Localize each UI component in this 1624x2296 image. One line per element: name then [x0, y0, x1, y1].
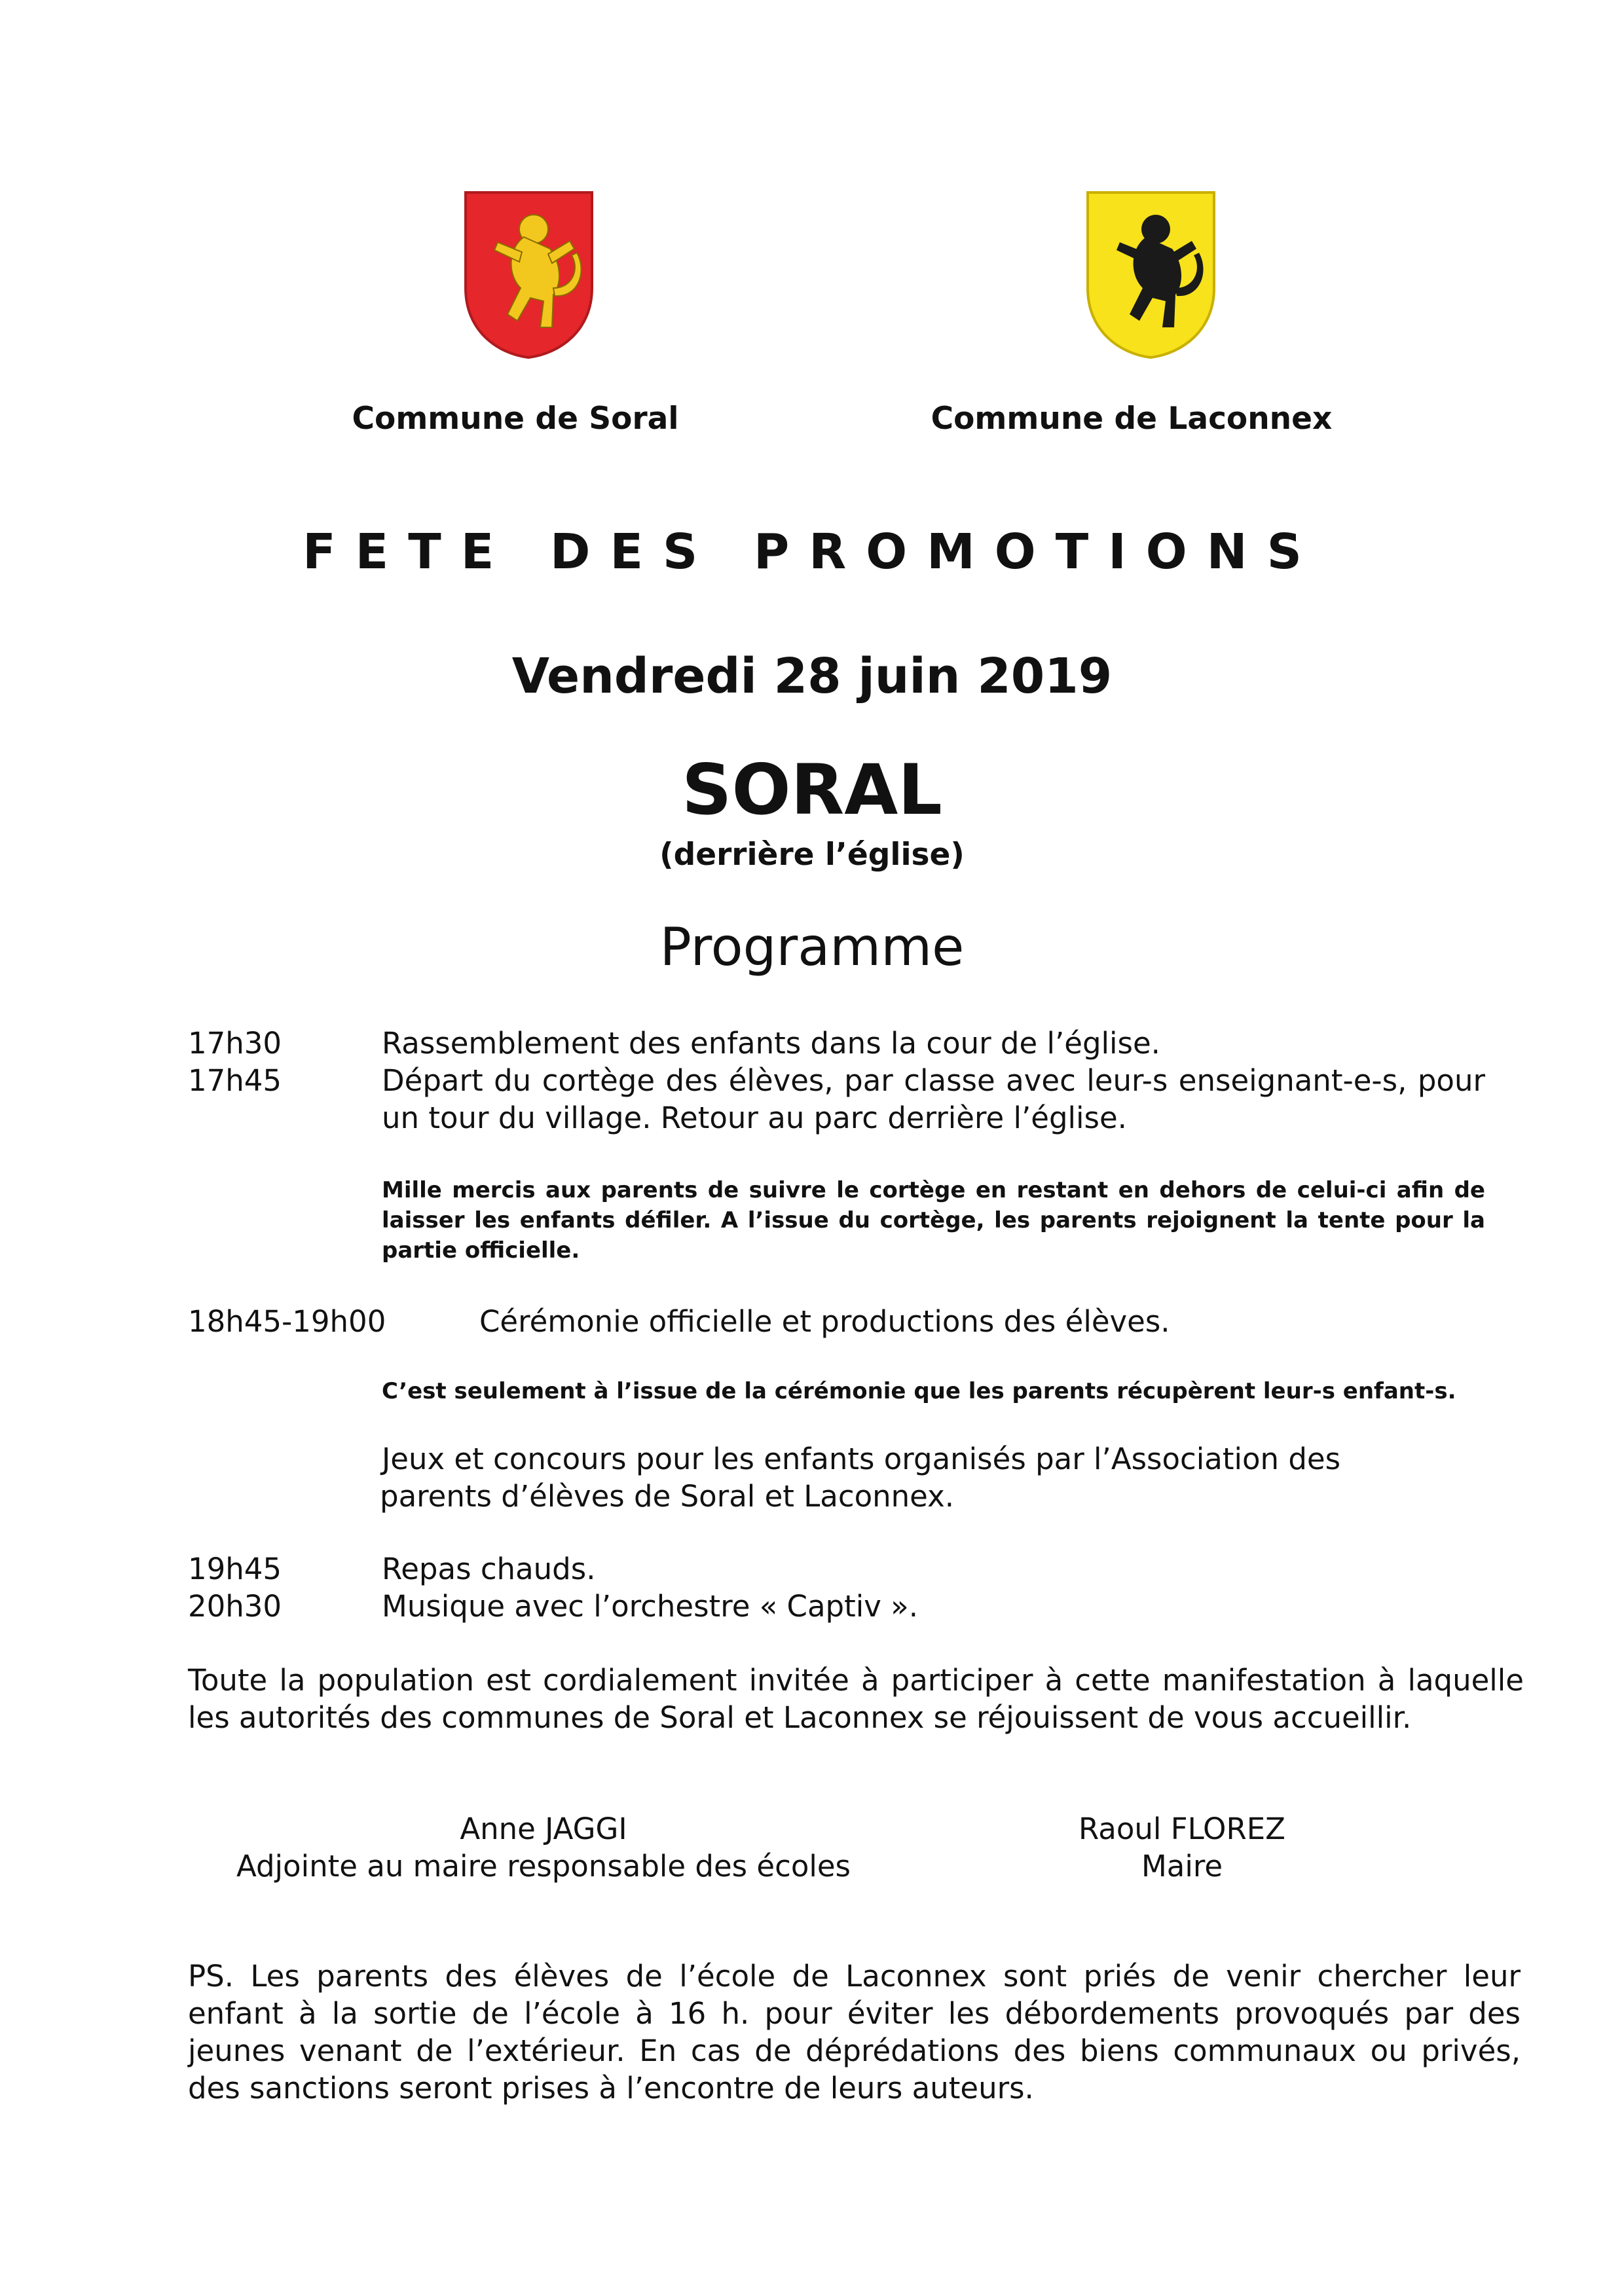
signatory-name: Anne JAGGI	[460, 1812, 627, 1846]
event-place-note: (derrière l’église)	[659, 837, 965, 873]
schedule-text-continued: un tour du village. Retour au parc derrière l’église.	[382, 1101, 1127, 1135]
signatory-name: Raoul FLOREZ	[1078, 1812, 1285, 1846]
schedule-text: Départ du cortège des élèves, par classe avec leur-s enseignant-e-s, pour	[382, 1063, 1485, 1098]
schedule-text: Rassemblement des enfants dans la cour de l’église.	[382, 1026, 1160, 1061]
evening-time: 19h45	[188, 1552, 282, 1586]
right-commune-name: Commune de Laconnex	[931, 401, 1333, 437]
schedule-time: 17h30	[188, 1026, 282, 1061]
evening-text: Musique avec l’orchestre « Captiv ».	[382, 1589, 919, 1624]
signatory-role: Maire	[1141, 1849, 1223, 1884]
soral-crest-icon	[462, 190, 596, 360]
programme-heading: Programme	[659, 917, 965, 977]
invitation-paragraph: Toute la population est cordialement invitée à participer à cette manifestation à laquelle les autorités des communes de Soral et Laconnex se réjouissent de vous accueillir.	[188, 1663, 1524, 1735]
event-place: SORAL	[682, 750, 942, 830]
games-line2: parents d’élèves de Soral et Laconnex.	[380, 1479, 955, 1514]
ps-paragraph: PS. Les parents des élèves de l’école de Laconnex sont priés de venir chercher leur enfant à la sortie de l’école à 16 h. pour éviter les débordements provoqués par des jeunes venant de l’extérieur. En cas de déprédations des biens communaux ou privés, des sanctions seront prises à l’encontre de leurs auteurs.	[188, 1959, 1521, 2105]
ceremony-text: Cérémonie officielle et productions des élèves.	[479, 1304, 1170, 1339]
ceremony-time: 18h45-19h00	[188, 1304, 386, 1339]
left-commune-name: Commune de Soral	[352, 401, 679, 437]
evening-text: Repas chauds.	[382, 1552, 596, 1586]
event-title: FETE DES PROMOTIONS	[303, 524, 1321, 580]
schedule-time: 17h45	[188, 1063, 282, 1098]
signatory-role: Adjointe au maire responsable des écoles	[236, 1849, 851, 1884]
ceremony-note: C’est seulement à l’issue de la cérémonie que les parents récupèrent leur-s enfant-s.	[382, 1378, 1456, 1404]
games-line1: Jeux et concours pour les enfants organisés par l’Association des	[382, 1442, 1341, 1476]
parents-note: Mille mercis aux parents de suivre le cortège en restant en dehors de celui-ci afin de laisser les enfants défiler. A l’issue du cortège, les parents rejoignent la tente pour la partie officielle.	[382, 1177, 1485, 1264]
evening-time: 20h30	[188, 1589, 282, 1624]
laconnex-crest-icon	[1084, 190, 1218, 360]
event-date: Vendredi 28 juin 2019	[511, 648, 1113, 704]
